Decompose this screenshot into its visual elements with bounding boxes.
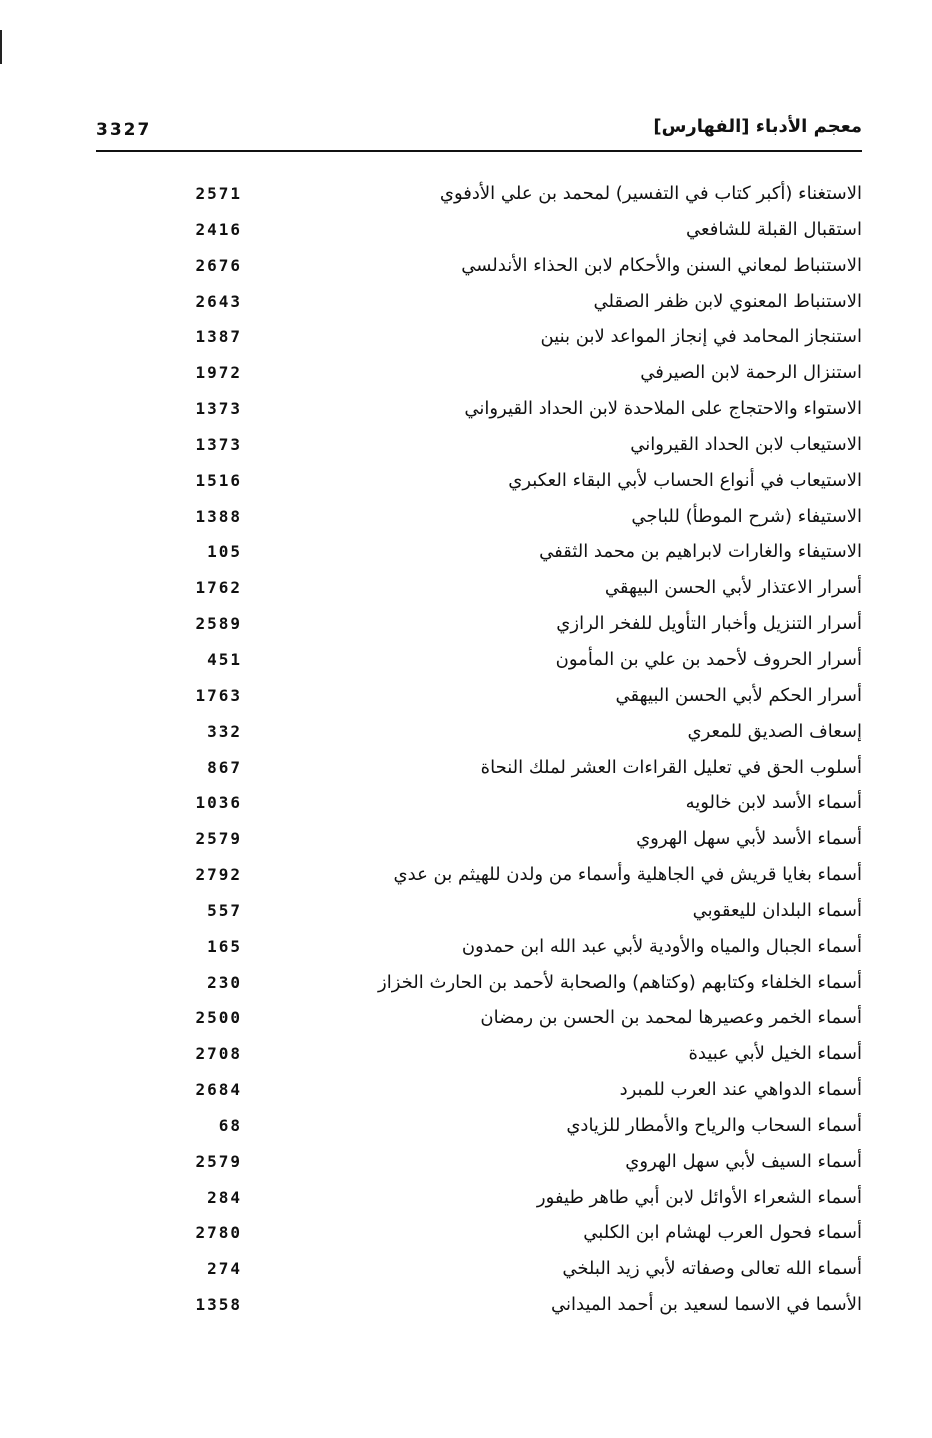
header-rule (96, 150, 862, 152)
entry-page-number: 2579 (195, 1151, 242, 1171)
scan-edge-mark (0, 30, 2, 64)
running-title: معجم الأدباء [الفهارس] (653, 116, 862, 137)
entry-title: أسماء فحول العرب لهشام ابن الكلبي (583, 1222, 862, 1244)
entry-title: أسماء البلدان لليعقوبي (692, 899, 862, 921)
entry-title: أسرار الاعتذار لأبي الحسن البيهقي (604, 577, 862, 599)
entry-title: أسماء الدواهي عند العرب للمبرد (619, 1079, 862, 1101)
entry-page-number: 2589 (195, 614, 242, 634)
index-entry (96, 966, 862, 1002)
entry-page-number: 165 (207, 936, 242, 956)
index-entry (96, 464, 862, 500)
entry-title: أسماء الأسد لأبي سهل الهروي (636, 828, 862, 850)
entry-page-number: 68 (218, 1115, 242, 1135)
entry-page-number: 274 (207, 1259, 242, 1279)
entry-page-number: 284 (207, 1187, 242, 1207)
index-entry (96, 392, 862, 428)
entry-page-number: 2571 (195, 184, 242, 203)
entry-page-number: 2500 (195, 1008, 242, 1028)
index-entry (96, 930, 862, 966)
entry-title: استنزال الرحمة لابن الصيرفي (640, 362, 862, 384)
index-entry (96, 1073, 862, 1109)
index-entry (96, 786, 862, 822)
entry-title: أسماء الأسد لابن خالويه (685, 792, 862, 814)
entry-title: الاستيعاب في أنواع الحساب لأبي البقاء العكبري (508, 469, 862, 491)
index-entry (96, 571, 862, 607)
entry-page-number: 1516 (195, 470, 242, 490)
entry-title: الاستيفاء والغارات لابراهيم بن محمد الثقفي (539, 541, 862, 563)
entry-page-number: 451 (207, 649, 242, 669)
page-header (96, 112, 862, 148)
entry-page-number: 2708 (195, 1044, 242, 1064)
index-entry (96, 213, 862, 249)
entry-title: أسماء الخمر وعصيرها لمحمد بن الحسن بن رمضان (480, 1007, 862, 1029)
index-entry (96, 1288, 862, 1324)
entry-title: أسلوب الحق في تعليل القراءات العشر لملك النحاة (480, 756, 862, 778)
entry-title: أسماء الله تعالى وصفاته لأبي زيد البلخي (562, 1258, 862, 1280)
index-entry (96, 822, 862, 858)
entry-title: أسرار التنزيل وأخبار التأويل للفخر الرازي (556, 613, 862, 635)
index-entry (96, 1001, 862, 1037)
entry-page-number: 1373 (195, 434, 242, 454)
index-entry (96, 428, 862, 464)
index-entry (96, 1252, 862, 1288)
entry-page-number: 557 (207, 900, 242, 920)
entry-title: استقبال القبلة للشافعي (686, 218, 862, 240)
index-entry (96, 535, 862, 571)
index-entry (96, 894, 862, 930)
page-number: 3327 (96, 120, 152, 140)
entry-page-number: 1036 (195, 793, 242, 813)
entry-page-number: 332 (207, 721, 242, 741)
entry-page-number: 1373 (195, 399, 242, 419)
entry-title: أسماء الجبال والمياه والأودية لأبي عبد الله ابن حمدون (461, 935, 862, 957)
index-entry (96, 320, 862, 356)
index-entry (96, 177, 862, 213)
entry-page-number: 1388 (195, 506, 242, 526)
entry-page-number: 1358 (195, 1295, 242, 1315)
index-entry (96, 1109, 862, 1145)
entry-title: الأسما في الاسما لسعيد بن أحمد الميداني (550, 1294, 862, 1316)
entry-page-number: 2780 (195, 1223, 242, 1243)
index-entry (96, 356, 862, 392)
entry-page-number: 105 (207, 542, 242, 562)
entry-title: أسماء الخيل لأبي عبيدة (688, 1043, 862, 1065)
index-entry (96, 1037, 862, 1073)
index-entry (96, 643, 862, 679)
entry-title: أسماء السيف لأبي سهل الهروي (625, 1150, 862, 1172)
entry-title: أسماء الشعراء الأوائل لابن أبي طاهر طيفور (536, 1186, 862, 1208)
entry-title: الاستغناء (أكبر كتاب في التفسير) لمحمد بن علي الأدفوي (439, 183, 862, 204)
index-entry (96, 500, 862, 536)
index-entry (96, 1216, 862, 1252)
index-entry (96, 679, 862, 715)
entry-title: الاستنباط المعنوي لابن ظفر الصقلي (593, 290, 862, 312)
entry-page-number: 2684 (195, 1080, 242, 1100)
entry-title: أسماء بغايا قريش في الجاهلية وأسماء من ولدن للهيثم بن عدي (393, 864, 862, 886)
entry-title: الاستواء والاحتجاج على الملاحدة لابن الحداد القيرواني (464, 398, 862, 420)
entry-title: أسماء السحاب والرياح والأمطار للزيادي (566, 1114, 862, 1136)
entry-page-number: 2643 (195, 291, 242, 311)
entry-page-number: 2676 (195, 255, 242, 275)
entry-title: الاستنباط لمعاني السنن والأحكام لابن الحذاء الأندلسي (461, 254, 862, 276)
index-entry (96, 751, 862, 787)
index-entry (96, 715, 862, 751)
index-entry (96, 858, 862, 894)
index-entry (96, 285, 862, 321)
entry-page-number: 1387 (195, 327, 242, 347)
entry-page-number: 867 (207, 757, 242, 777)
entry-title: أسماء الخلفاء وكتابهم (وكتاهم) والصحابة لأحمد بن الحارث الخزاز (378, 971, 862, 993)
entry-page-number: 2579 (195, 829, 242, 849)
entry-title: الاستيفاء (شرح الموطأ) للباجي (631, 505, 862, 527)
index-entry (96, 607, 862, 643)
entry-page-number: 1972 (195, 363, 242, 383)
entry-page-number: 1763 (195, 685, 242, 705)
index-entry (96, 249, 862, 285)
entry-page-number: 2416 (195, 219, 242, 239)
entry-page-number: 2792 (195, 865, 242, 885)
entry-title: أسرار الحروف لأحمد بن علي بن المأمون (555, 648, 862, 670)
entry-title: الاستيعاب لابن الحداد القيرواني (630, 433, 862, 455)
entry-title: أسرار الحكم لأبي الحسن البيهقي (615, 684, 862, 706)
entry-page-number: 1762 (195, 578, 242, 598)
index-entry (96, 1181, 862, 1217)
entry-title: استنجاز المحامد في إنجاز المواعد لابن بنين (540, 326, 862, 348)
index-list (96, 177, 862, 1324)
index-entry (96, 1145, 862, 1181)
entry-title: إسعاف الصديق للمعري (687, 720, 862, 742)
entry-page-number: 230 (207, 972, 242, 992)
